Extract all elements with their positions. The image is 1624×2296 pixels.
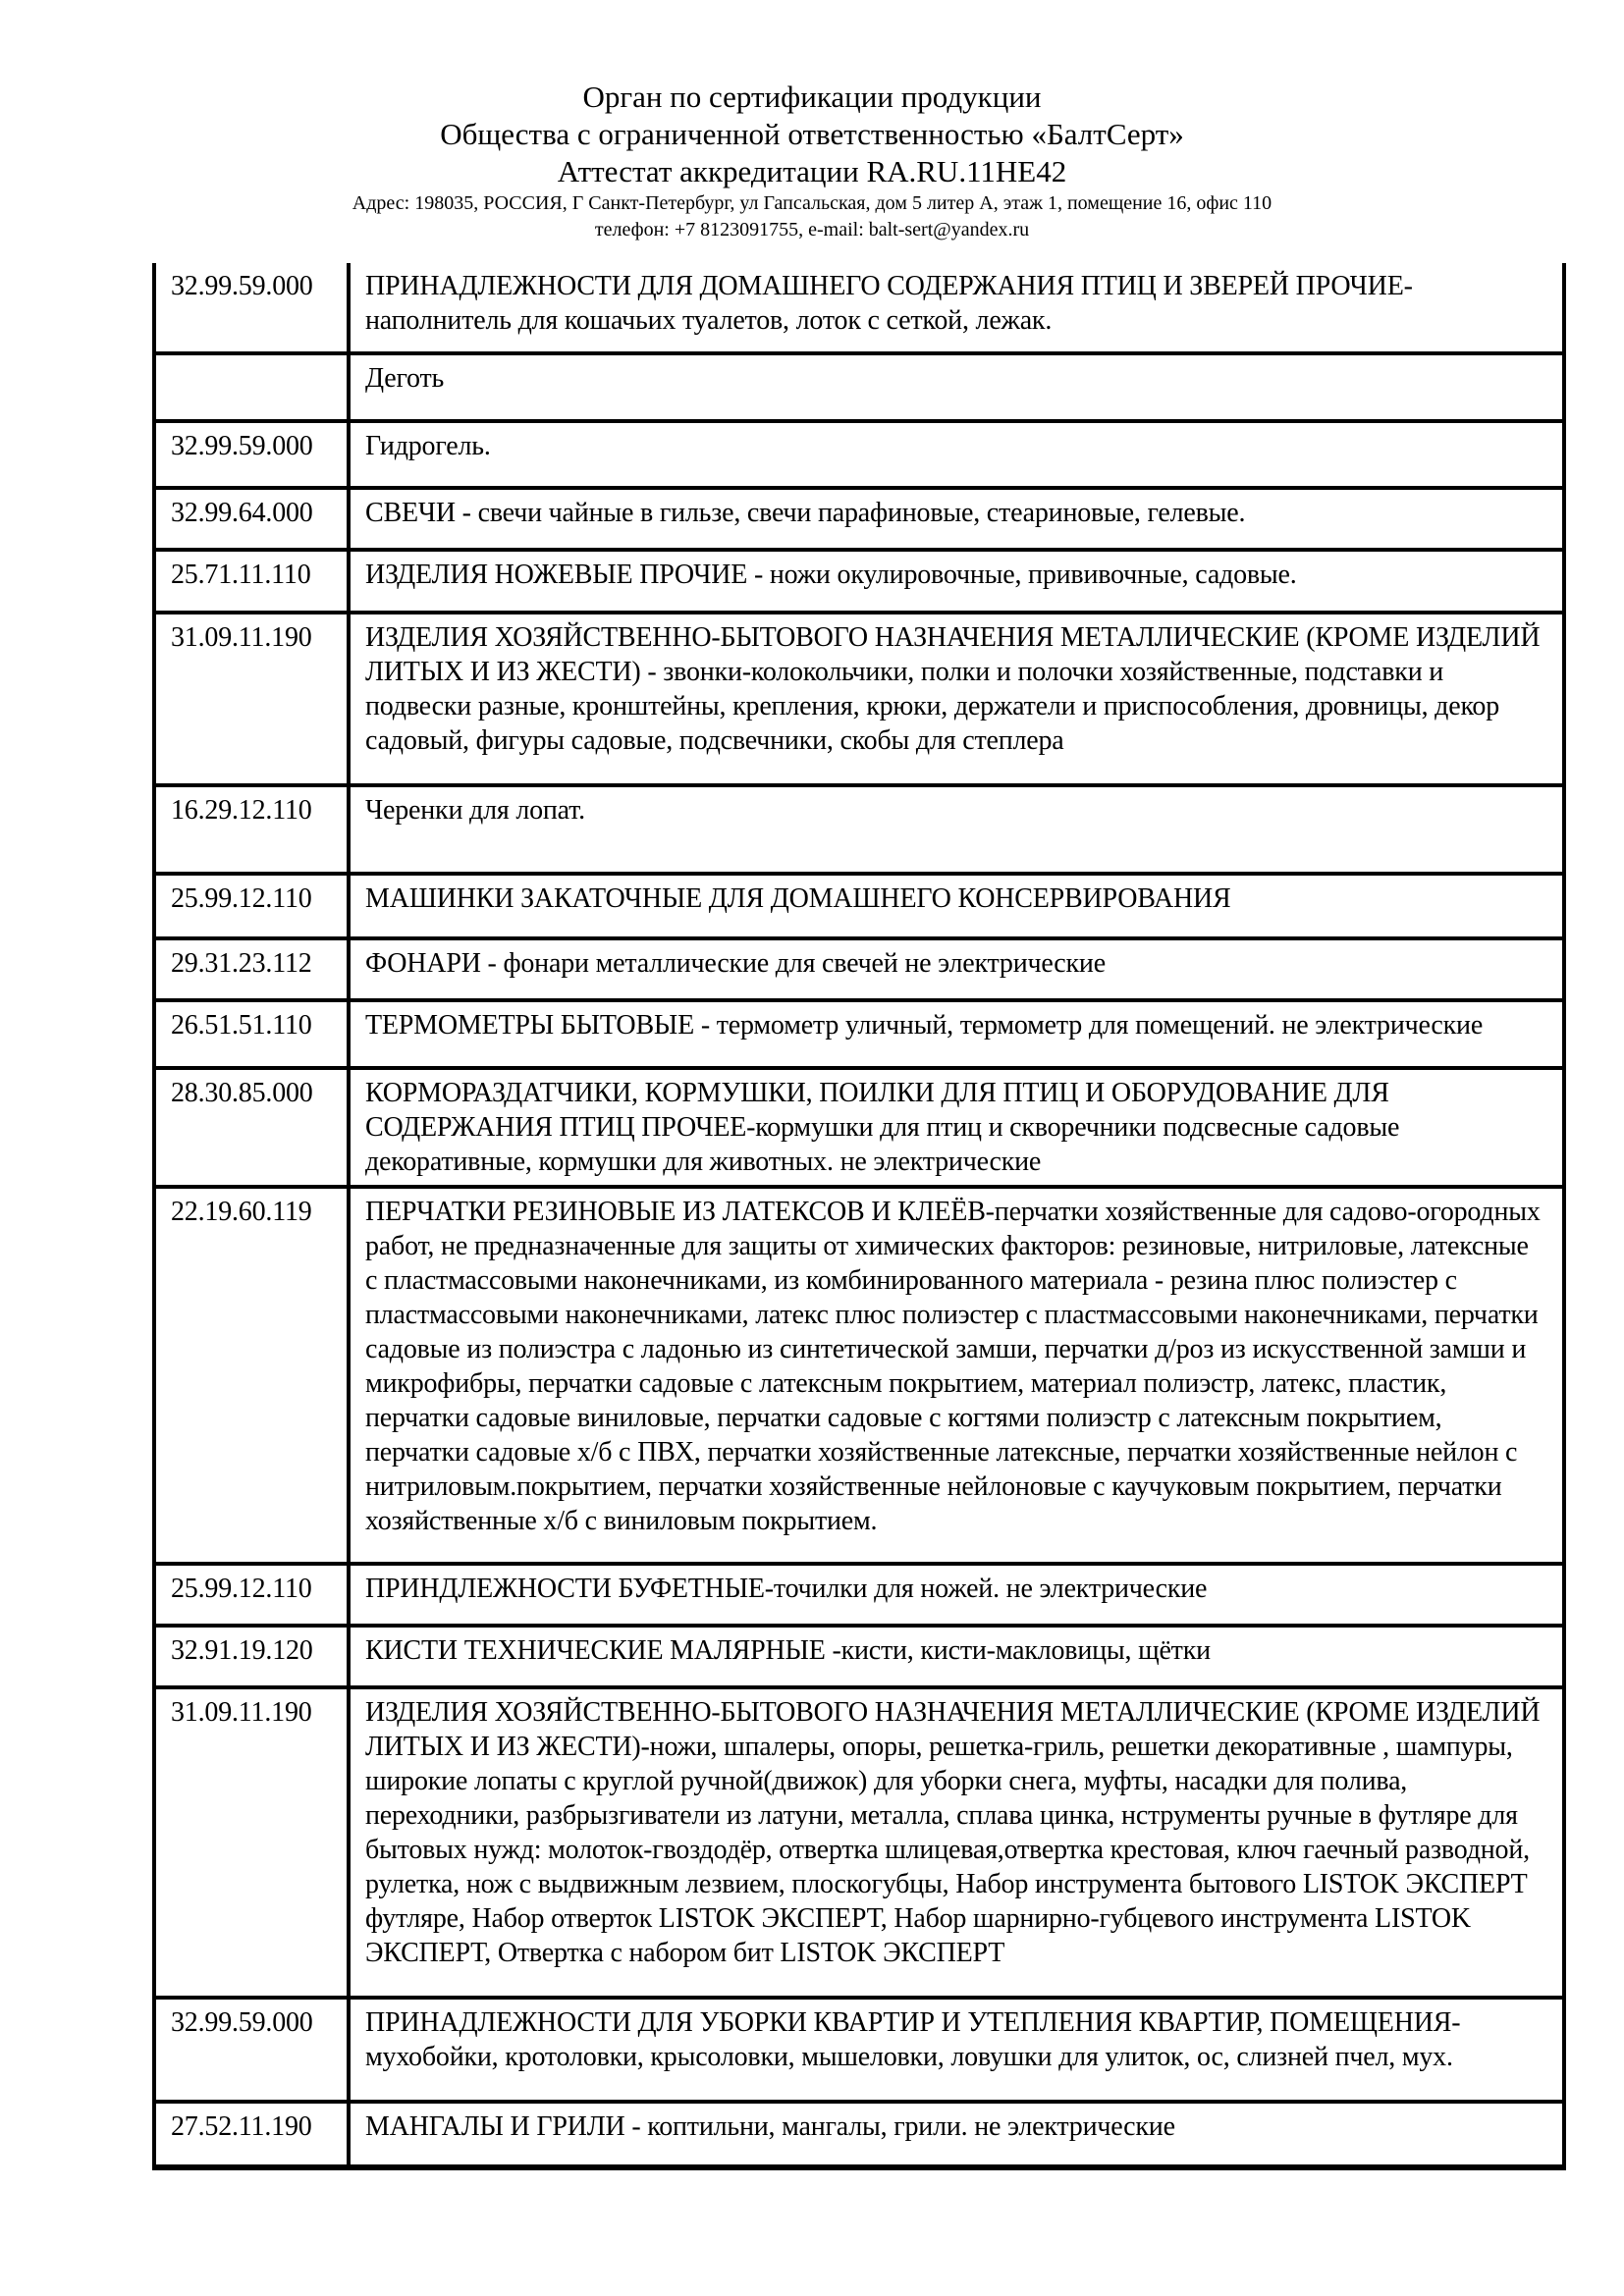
description-cell: МАШИНКИ ЗАКАТОЧНЫЕ ДЛЯ ДОМАШНЕГО КОНСЕРВИРОВАНИЯ: [349, 874, 1564, 938]
code-cell: 16.29.12.110: [154, 785, 349, 874]
table-row: [154, 785, 1564, 874]
description-cell: МАНГАЛЫ И ГРИЛИ - коптильни, мангалы, грили. не электрические: [349, 2102, 1564, 2167]
description-cell: ФОНАРИ - фонари металлические для свечей не электрические: [349, 938, 1564, 1000]
table-row: [154, 1068, 1564, 1187]
code-cell: 32.99.59.000: [154, 1998, 349, 2102]
table-row: [154, 488, 1564, 550]
code-cell: 32.99.59.000: [154, 263, 349, 353]
description-cell: КОРМОРАЗДАТЧИКИ, КОРМУШКИ, ПОИЛКИ ДЛЯ ПТИЦ И ОБОРУДОВАНИЕ ДЛЯ СОДЕРЖАНИЯ ПТИЦ ПРОЧЕЕ-кормушки для птиц и скворечники подсвесные садовые декоративные, кормушки для животных. не электрические: [349, 1068, 1564, 1187]
table-row: [154, 263, 1564, 353]
code-cell: 28.30.85.000: [154, 1068, 349, 1187]
products-table: [152, 263, 1566, 2170]
table-row: [154, 1187, 1564, 1564]
table-row: [154, 421, 1564, 488]
header-company-line: Общества с ограниченной ответственностью «БалтСерт»: [440, 117, 1184, 151]
description-cell: Деготь: [349, 353, 1564, 421]
code-cell: 26.51.51.110: [154, 1000, 349, 1068]
description-cell: ТЕРМОМЕТРЫ БЫТОВЫЕ - термометр уличный, термометр для помещений. не электрические: [349, 1000, 1564, 1068]
table-row: [154, 874, 1564, 938]
description-cell: ИЗДЕЛИЯ ХОЗЯЙСТВЕННО-БЫТОВОГО НАЗНАЧЕНИЯ МЕТАЛЛИЧЕСКИЕ (КРОМЕ ИЗДЕЛИЙ ЛИТЫХ И ИЗ ЖЕСТИ)-ножи, шпалеры, опоры, решетка-гриль, решетки декоративные , шампуры, широкие лопаты с круглой ручной(движок) для уборки снега, муфты, насадки для полива, переходники, разбрызгиватели из латуни, металла, сплава цинка, нструменты ручные в футляре для бытовых нужд: молоток-гвоздодёр, отвертка шлицевая,отвертка крестовая, ключ гаечный разводной, рулетка, нож с выдвижным лезвием, плоскогубцы, Набор инструмента бытового LISTOK ЭКСПЕРТ футляре, Набор отверток LISTOK ЭКСПЕРТ, Набор шарнирно-губцевого инструмента LISTOK ЭКСПЕРТ, Отвертка с набором бит LISTOK ЭКСПЕРТ: [349, 1687, 1564, 1998]
table-row: [154, 1564, 1564, 1626]
code-cell: 32.99.64.000: [154, 488, 349, 550]
code-cell: 32.99.59.000: [154, 421, 349, 488]
description-cell: ПРИНАДЛЕЖНОСТИ ДЛЯ УБОРКИ КВАРТИР И УТЕПЛЕНИЯ КВАРТИР, ПОМЕЩЕНИЯ-мухобойки, кротоловки, крысоловки, мышеловки, ловушки для улиток, ос, слизней пчел, мух.: [349, 1998, 1564, 2102]
table-row: [154, 550, 1564, 613]
table-row: [154, 353, 1564, 421]
description-cell: ИЗДЕЛИЯ НОЖЕВЫЕ ПРОЧИЕ - ножи окулировочные, прививочные, садовые.: [349, 550, 1564, 613]
header-contact-line: телефон: +7 8123091755, e-mail: balt-sert@yandex.ru: [594, 219, 1030, 240]
code-cell: 25.99.12.110: [154, 1564, 349, 1626]
table-row: [154, 2102, 1564, 2167]
description-cell: ПЕРЧАТКИ РЕЗИНОВЫЕ ИЗ ЛАТЕКСОВ И КЛЕЁВ-перчатки хозяйственные для садово-огородных работ, не предназначенные для защиты от химических факторов: резиновые, нитриловые, латексные с пластмассовыми наконечниками, из комбинированного материала - резина плюс полиэстер с пластмассовыми наконечниками, латекс плюс полиэстер с пластмассовыми наконечниками, перчатки садовые из полиэстра с ладонью из синтетической замши, перчатки д/роз из искусственной замши и микрофибры, перчатки садовые с латексным покрытием, материал полиэстр, латекс, пластик, перчатки садовые виниловые, перчатки садовые с когтями полиэстр с латексным покрытием, перчатки садовые х/б с ПВХ, перчатки хозяйственные латексные, перчатки хозяйственные нейлон с нитриловым.покрытием, перчатки хозяйственные нейлоновые с каучуковым покрытием, перчатки хозяйственные х/б с виниловым покрытием.: [349, 1187, 1564, 1564]
document-header: [0, 0, 1624, 243]
description-cell: ИЗДЕЛИЯ ХОЗЯЙСТВЕННО-БЫТОВОГО НАЗНАЧЕНИЯ МЕТАЛЛИЧЕСКИЕ (КРОМЕ ИЗДЕЛИЙ ЛИТЫХ И ИЗ ЖЕСТИ) - звонки-колокольчики, полки и полочки хозяйственные, подставки и подвески разные, кронштейны, крепления, крюки, держатели и приспособления, дровницы, декор садовый, фигуры садовые, подсвечники, скобы для степлера: [349, 613, 1564, 785]
header-address-line: Адрес: 198035, РОССИЯ, Г Санкт-Петербург, ул Гапсальская, дом 5 литер А, этаж 1, помещение 16, офис 110: [352, 192, 1272, 214]
table-row: [154, 613, 1564, 785]
code-cell: 25.71.11.110: [154, 550, 349, 613]
code-cell: 22.19.60.119: [154, 1187, 349, 1564]
description-cell: КИСТИ ТЕХНИЧЕСКИЕ МАЛЯРНЫЕ -кисти, кисти-макловицы, щётки: [349, 1626, 1564, 1687]
header-accreditation-line: Аттестат аккредитации RA.RU.11НЕ42: [557, 154, 1067, 188]
table-row: [154, 1626, 1564, 1687]
table-row: [154, 938, 1564, 1000]
code-cell: 29.31.23.112: [154, 938, 349, 1000]
description-cell: Черенки для лопат.: [349, 785, 1564, 874]
description-cell: ПРИНДЛЕЖНОСТИ БУФЕТНЫЕ-точилки для ножей. не электрические: [349, 1564, 1564, 1626]
table-row: [154, 1687, 1564, 1998]
description-cell: ПРИНАДЛЕЖНОСТИ ДЛЯ ДОМАШНЕГО СОДЕРЖАНИЯ ПТИЦ И ЗВЕРЕЙ ПРОЧИЕ-наполнитель для кошачьих туалетов, лоток с сеткой, лежак.: [349, 263, 1564, 353]
description-cell: СВЕЧИ - свечи чайные в гильзе, свечи парафиновые, стеариновые, гелевые.: [349, 488, 1564, 550]
code-cell: 25.99.12.110: [154, 874, 349, 938]
code-cell: 32.91.19.120: [154, 1626, 349, 1687]
code-cell: 31.09.11.190: [154, 613, 349, 785]
table-row: [154, 1000, 1564, 1068]
table-row: [154, 1998, 1564, 2102]
description-cell: Гидрогель.: [349, 421, 1564, 488]
code-cell: [154, 353, 349, 421]
header-org-line: Орган по сертификации продукции: [582, 80, 1042, 114]
code-cell: 31.09.11.190: [154, 1687, 349, 1998]
code-cell: 27.52.11.190: [154, 2102, 349, 2167]
